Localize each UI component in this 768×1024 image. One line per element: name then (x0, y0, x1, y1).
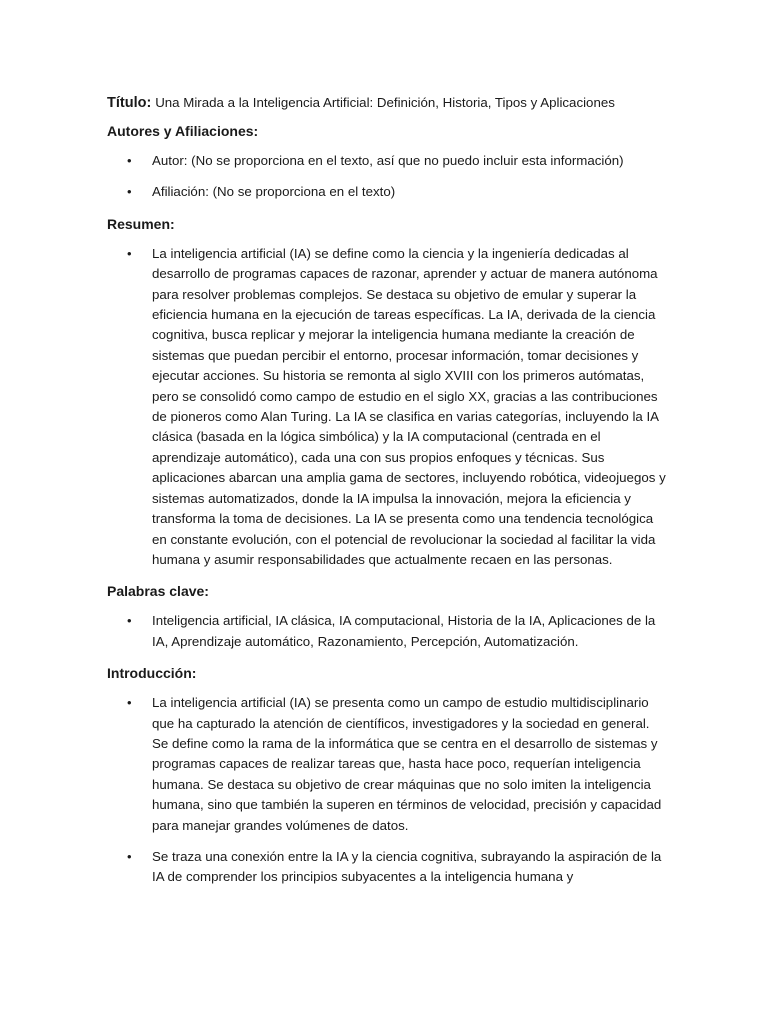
document-page (107, 92, 667, 899)
list-item (107, 182, 667, 202)
bullet-icon: • (127, 184, 132, 200)
introduction-paragraph-1: La inteligencia artificial (IA) se presenta como un campo de estudio multidisciplinario que ha capturado la atención de científicos, investigadores y la sociedad en general. Se define como la rama de la informática que se centra en el desarrollo de sistemas y programas capaces de realizar tareas que, hasta hace poco, requerían inteligencia humana. Se destaca su objetivo de crear máquinas que no solo imiten la inteligencia humana, sino que también la superen en términos de velocidad, precisión y capacidad para manejar grandes volúmenes de datos. (152, 695, 662, 833)
document-title (107, 92, 667, 113)
list-item (107, 847, 667, 888)
bullet-icon: • (127, 613, 132, 629)
bullet-icon: • (127, 153, 132, 168)
affiliation-item: Afiliación: (No se proporciona en el texto) (152, 184, 396, 200)
keywords-paragraph: Inteligencia artificial, IA clásica, IA computacional, Historia de la IA, Aplicaciones de la IA, Aprendizaje automático, Razonamiento, Percepción, Automatización. (152, 613, 656, 649)
list-item (107, 611, 667, 652)
authors-list (107, 151, 667, 203)
bullet-icon: • (127, 245, 132, 261)
introduction-paragraph-2: Se traza una conexión entre la IA y la ciencia cognitiva, subrayando la aspiración de la IA de comprender los principios subyacentes a la inteligencia humana y (152, 848, 662, 885)
bullet-icon: • (127, 848, 132, 864)
introduction-heading: Introducción: (107, 665, 197, 682)
title-label: Título: (107, 95, 152, 111)
list-item (107, 151, 667, 171)
list-item (107, 693, 667, 836)
bullet-icon: • (127, 695, 132, 711)
introduction-list (107, 693, 667, 888)
abstract-heading: Resumen: (107, 215, 175, 232)
list-item (107, 244, 667, 571)
keywords-heading: Palabras clave: (107, 583, 209, 600)
title-text: Una Mirada a la Inteligencia Artificial: Definición, Historia, Tipos y Aplicaciones (155, 95, 615, 110)
author-item: Autor: (No se proporciona en el texto, así que no puedo incluir esta información) (152, 153, 624, 168)
authors-heading: Autores y Afiliaciones: (107, 123, 259, 139)
abstract-list (107, 244, 667, 571)
abstract-paragraph: La inteligencia artificial (IA) se define como la ciencia y la ingeniería dedicadas al desarrollo de programas capaces de razonar, aprender y actuar de manera autónoma para resolver problemas complejos. Se destaca su objetivo de emular y superar la eficiencia humana en la ejecución de tareas específicas. La IA, derivada de la ciencia cognitiva, busca replicar y mejorar la inteligencia humana mediante la creación de sistemas que puedan percibir el entorno, procesar información, tomar decisiones y ejecutar acciones. Su historia se remonta al siglo XVIII con los primeros autómatas, pero se consolidó como campo de estudio en el siglo XX, gracias a las contribuciones de pioneros como Alan Turing. La IA se clasifica en varias categorías, incluyendo la IA clásica (basada en la lógica simbólica) y la IA computacional (centrada en el aprendizaje automático), cada una con sus propios enfoques y técnicas. Sus aplicaciones abarcan una amplia gama de sectores, incluyendo robótica, videojuegos y sistemas automatizados, donde la IA impulsa la innovación, mejora la eficiencia y transforma la toma de decisiones. La IA se presenta como una tendencia tecnológica en constante evolución, con el potencial de revolucionar la sociedad al facilitar la vida humana y asumir responsabilidades que actualmente recaen en las personas. (152, 245, 666, 567)
keywords-list (107, 611, 667, 652)
